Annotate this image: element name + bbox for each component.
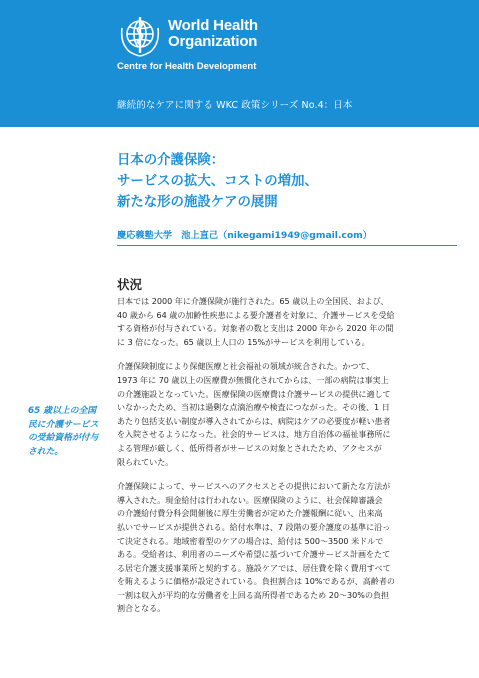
org-name-line2: Organization [168,33,258,50]
pull-quote-line: の受給資格が付与 [28,433,99,444]
text-line: よる管理が厳しく、低所得者がサービスの対象とされたため、アクセスが [117,443,382,453]
text-line: 介護保険制度により保健医療と社会福祉の領域が統合された。かつて、 [117,362,375,372]
text-line: に 3 倍になった。65 歳以上人口の 15%がサービスを利用している。 [117,337,370,347]
text-line: を入院させるようになった。社会的サービスは、地方自治体の福祉事務所に [117,430,391,440]
series-title: 継続的なケアに関する WKC 政策シリーズ No.4：日本 [117,100,353,111]
text-line: 割合となる。 [117,604,166,614]
title-line: 新たな形の施設ケアの展開 [117,195,278,210]
centre-name: Centre for Health Development [117,61,257,72]
org-name-line1: World Health [168,17,258,34]
pull-quote-line: された。 [28,446,64,457]
paragraph [117,295,457,349]
text-line: 限られていた。 [117,457,174,467]
text-line: する資格が付与されている。対象者の数と支出は 2000 年から 2020 年の間 [117,324,394,334]
paragraph [117,480,457,616]
text-line: る居宅介護支援事業所と契約する。施設ケアでは、居住費を除く費用すべて [117,563,391,573]
title-line: 日本の介護保険： [117,153,225,168]
title-line: サービスの拡大、コストの増加、 [117,174,318,189]
author-line: 慶応義塾大学 池上直己（nikegami1949@gmail.com） [117,230,372,241]
text-line: て決定される。地域密着型のケアの場合は、給付は 500～3500 米ドルで [117,536,384,546]
pull-quote-line: 民に介護サービス [28,419,99,430]
who-emblem-icon [118,14,162,58]
divider [117,245,457,246]
header-banner [0,0,479,127]
section-heading: 状況 [117,277,143,292]
pull-quote-line: 65 歳以上の全国 [28,406,97,416]
text-line: 払いでサービスが提供される。給付水準は、7 段階の要介護度の基準に沿っ [117,522,391,532]
pull-quote [28,405,110,459]
text-line: 日本では 2000 年に介護保険が施行された。65 歳以上の全国民、および、 [117,297,389,306]
paragraph [117,360,457,469]
text-line: 40 歳から 64 歳の加齢性疾患による要介護者を対象に、介護サービスを受給 [117,310,395,320]
text-line: の介護施設となっていた。医療保険の医療費は介護サービスの提供に適して [117,389,391,399]
text-line: 介護保険によって、サービスへのアクセスとその提供において新たな方法が [117,482,391,492]
text-line: いなかったため、当初は過剰な点滴治療や検査につながった。その後、1 日 [117,403,390,413]
text-line: ある。受給者は、利用者のニーズや希望に基づいて介護サービス計画をたて [117,550,391,560]
body-text [117,295,457,627]
text-line: の介護給付費分科会開催後に厚生労働省が定めた介護報酬に従い、出来高 [117,509,383,519]
text-line: を賄えるように価格が設定されている。負担割合は 10%であるが、高齢者の [117,577,395,587]
text-line: 1973 年に 70 歳以上の医療費が無償化されてからは、一部の病院は事実上 [117,375,389,385]
organization-name [168,18,258,50]
document-title [117,150,457,213]
text-line: あたり包括支払い制度が導入されてからは、病院はケアの必要度が軽い患者 [117,416,391,426]
text-line: 導入された。現金給付は行われない。医療保険のように、社会保障審議会 [117,495,383,505]
text-line: 一割は収入が平均的な労働者を上回る高所得者であるため 20～30%の負担 [117,590,390,600]
